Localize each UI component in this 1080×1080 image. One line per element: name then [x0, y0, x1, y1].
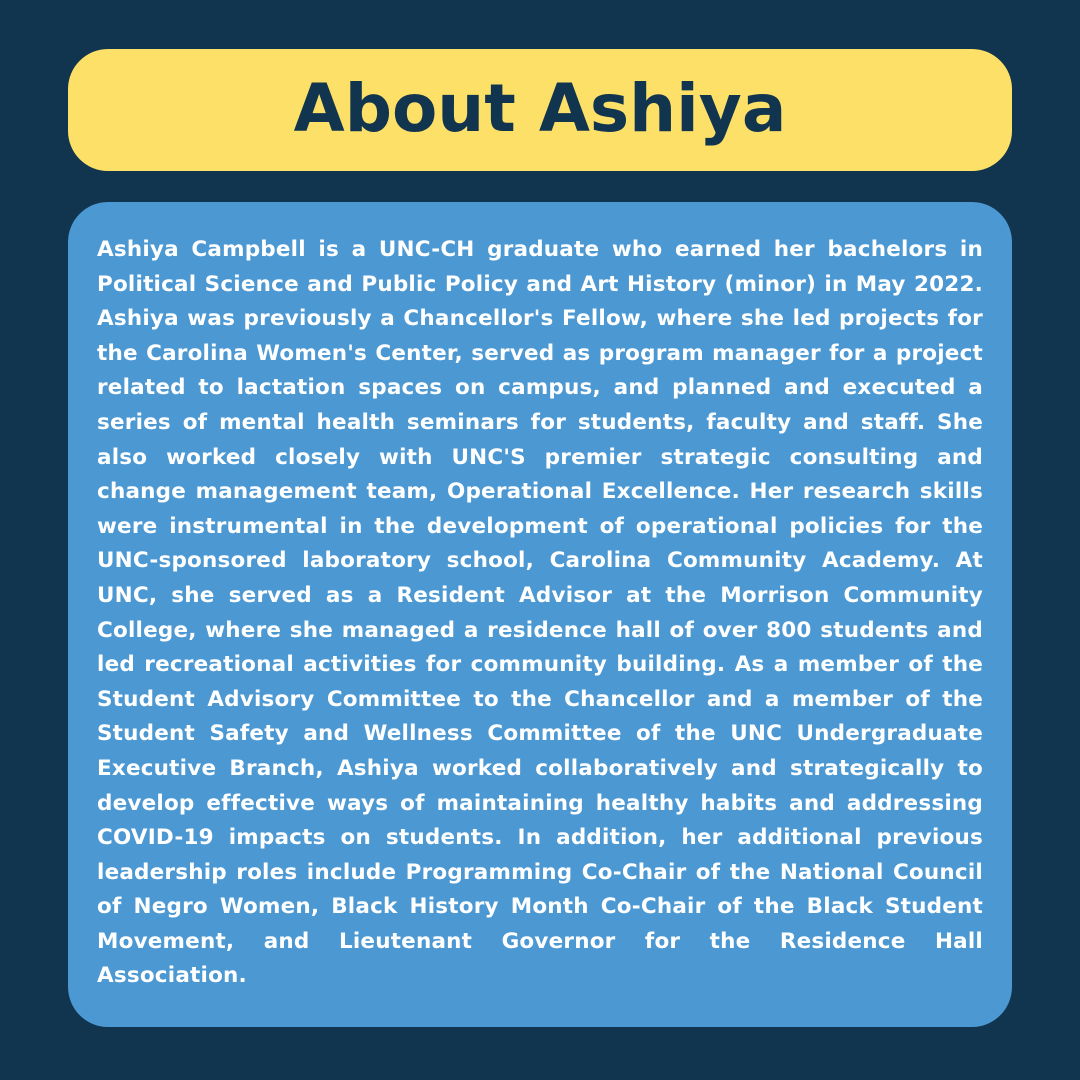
page-title: About Ashiya: [293, 70, 787, 147]
title-banner: [68, 49, 1012, 171]
bio-card: [68, 202, 1012, 1027]
bio-paragraph: Ashiya Campbell is a UNC-CH graduate who earned her bachelors in Political Science and Public Policy and Art History (minor) in May 2022. Ashiya was previously a Chancellor's Fellow, where she led projects for the Carolina Women's Center, served as program manager for a project related to lactation spaces on campus, and planned and executed a series of mental health seminars for students, faculty and staff. She also worked closely with UNC'S premier strategic consulting and change management team, Operational Excellence. Her research skills were instrumental in the development of operational policies for the UNC-sponsored laboratory school, Carolina Community Academy. At UNC, she served as a Resident Advisor at the Morrison Community College, where she managed a residence hall of over 800 students and led recreational activities for community building. As a member of the Student Advisory Committee to the Chancellor and a member of the Student Safety and Wellness Committee of the UNC Undergraduate Executive Branch, Ashiya worked collaboratively and strategically to develop effective ways of maintaining healthy habits and addressing COVID-19 impacts on students. In addition, her additional previous leadership roles include Programming Co-Chair of the National Council of Negro Women, Black History Month Co-Chair of the Black Student Movement, and Lieutenant Governor for the Residence Hall Association.: [97, 237, 983, 989]
